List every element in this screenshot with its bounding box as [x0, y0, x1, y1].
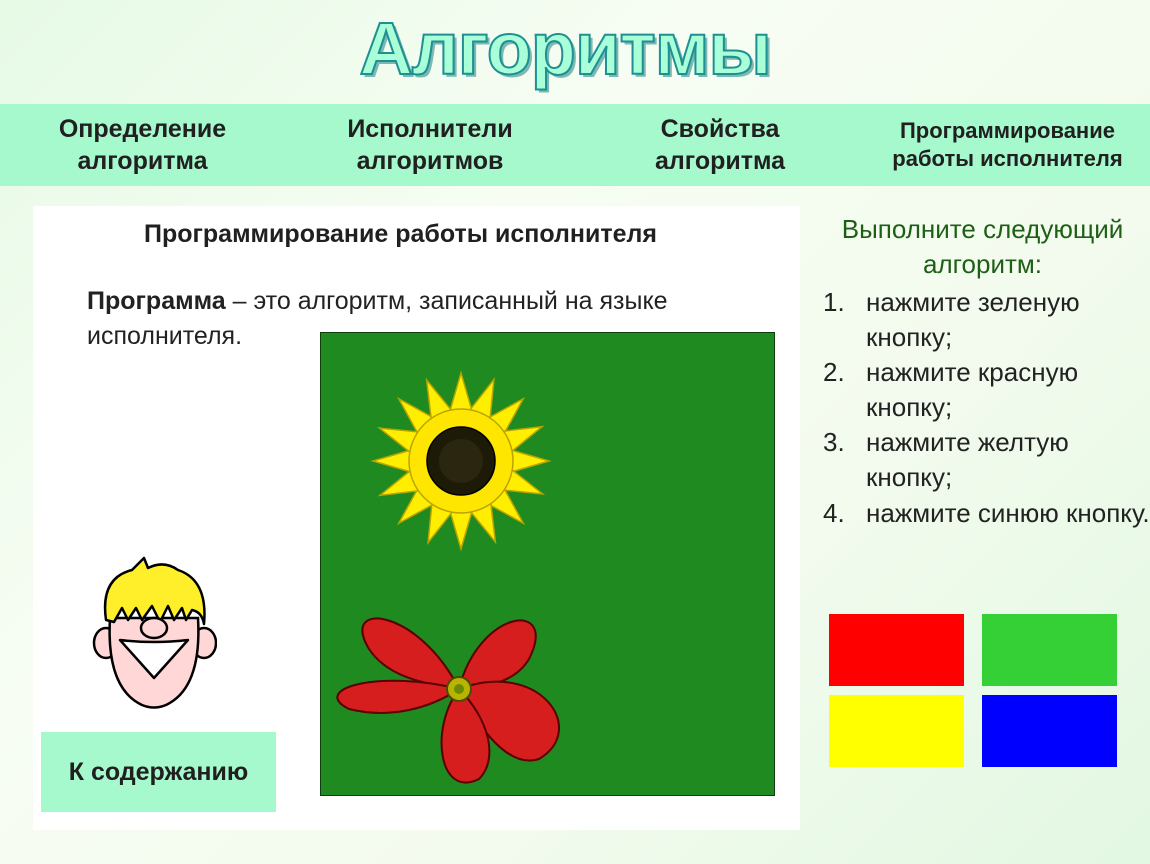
step-text: нажмите желтую кнопку; [866, 427, 1069, 493]
green-button[interactable] [982, 614, 1117, 686]
nav-link-executor-programming[interactable] [865, 104, 1150, 186]
nav-link-label: Определение алгоритма [58, 115, 227, 175]
sunflower-image [373, 373, 549, 549]
step-text: нажмите синюю кнопку. [866, 497, 1150, 528]
nav-link-label: Свойства алгоритма [654, 115, 786, 175]
list-item [815, 425, 1150, 494]
panel-title: Программирование работы исполнителя [143, 220, 658, 248]
nav-link-algorithm-executors[interactable] [320, 104, 540, 186]
nav-link-label: Программирование работы исполнителя [892, 117, 1123, 171]
slide-title: Алгоритмы [359, 7, 771, 90]
task-instructions [815, 212, 1150, 531]
step-number: 4. [823, 497, 845, 528]
task-steps-list [815, 285, 1150, 530]
executor-character-image [92, 548, 217, 718]
executor-picture-area [320, 332, 775, 796]
step-number: 3. [823, 427, 845, 458]
yellow-button[interactable] [829, 695, 964, 767]
step-text: нажмите красную кнопку; [866, 357, 1079, 422]
list-item [815, 285, 1150, 354]
blue-button[interactable] [982, 695, 1117, 767]
definition-text: – это алгоритм, записанный на языке исполнителя. [87, 287, 668, 350]
nav-link-algorithm-properties[interactable] [610, 104, 830, 186]
to-contents-button[interactable]: К содержанию [41, 732, 276, 812]
task-heading: Выполните следующий алгоритм: [841, 214, 1124, 279]
red-flower-image [337, 618, 559, 782]
step-number: 1. [823, 287, 845, 318]
list-item [815, 355, 1150, 424]
navigation-bar [0, 104, 1150, 186]
step-number: 2. [823, 357, 845, 388]
nav-link-algorithm-definition[interactable] [30, 104, 255, 186]
list-item [815, 496, 1150, 531]
definition-term: Программа [87, 287, 226, 315]
red-button[interactable] [829, 614, 964, 686]
step-text: нажмите зеленую кнопку; [866, 287, 1080, 352]
nav-link-label: Исполнители алгоритмов [347, 115, 513, 175]
